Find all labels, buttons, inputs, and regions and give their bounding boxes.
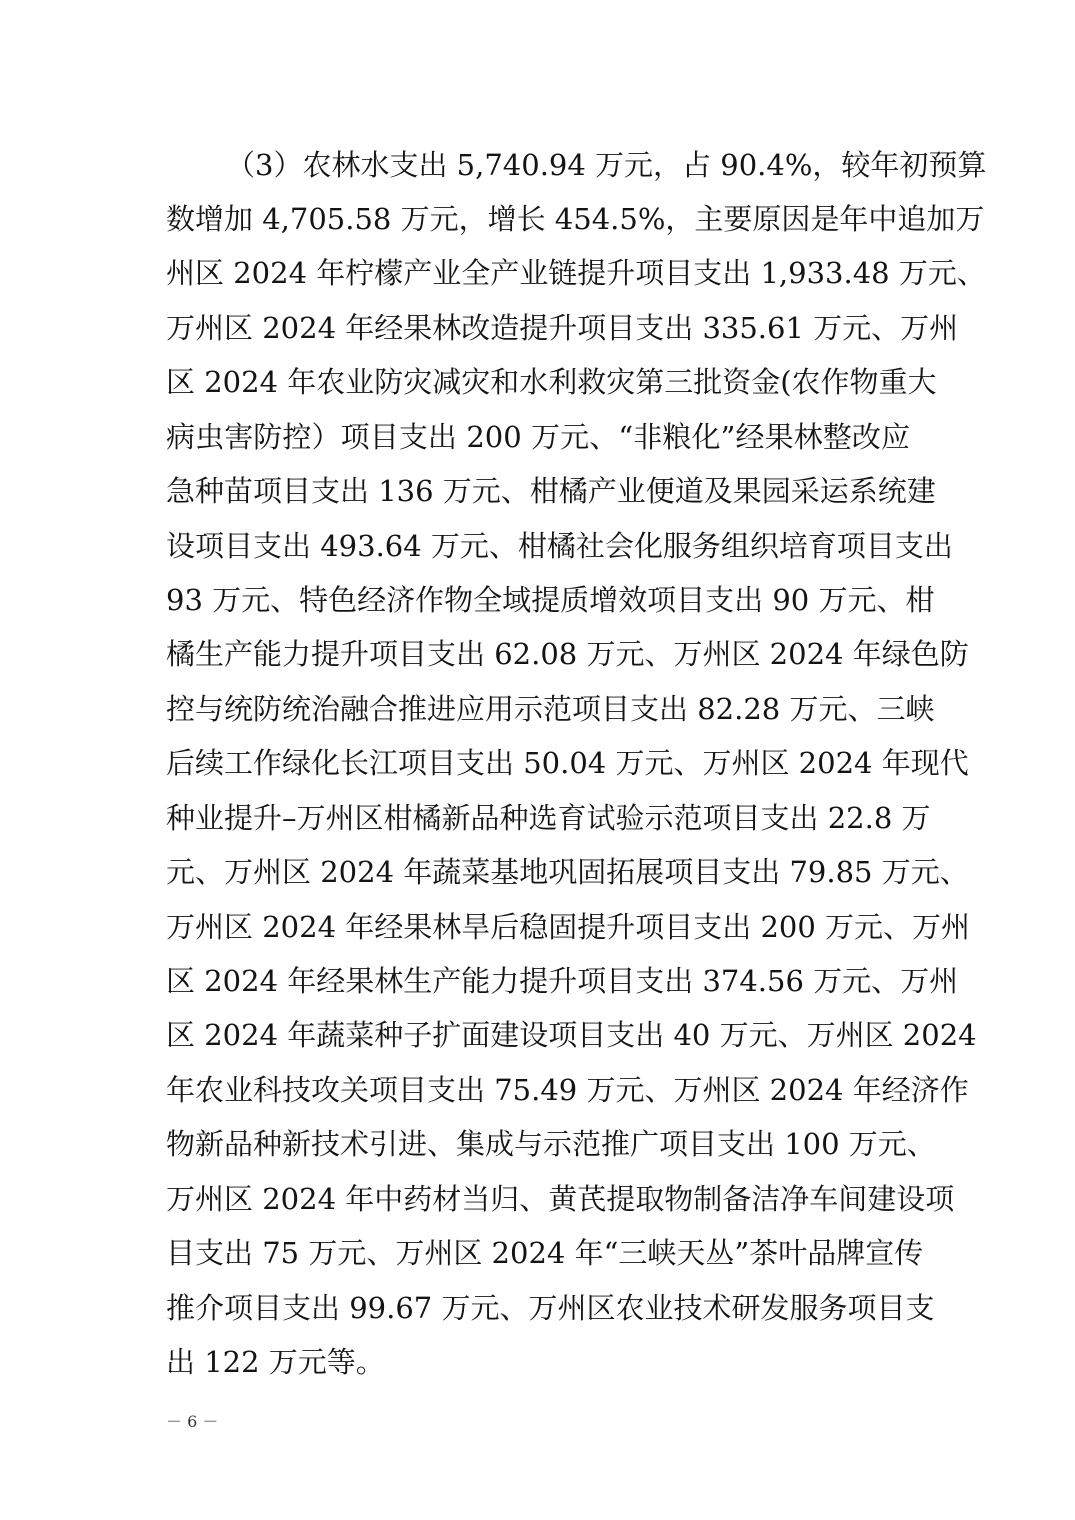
paragraph-line-8: 设项目支出 493.64 万元、柑橘社会化服务组织培育项目支出 xyxy=(166,529,953,563)
paragraph-line-19: 物新品种新技术引进、集成与示范推广项目支出 100 万元、 xyxy=(166,1127,936,1161)
paragraph-line-3: 州区 2024 年柠檬产业全产业链提升项目支出 1,933.48 万元、 xyxy=(166,256,986,290)
paragraph-line-18: 年农业科技攻关项目支出 75.49 万元、万州区 2024 年经济作 xyxy=(166,1073,969,1107)
page-number: － 6 － xyxy=(166,1412,219,1431)
paragraph-line-13: 种业提升–万州区柑橘新品种选育试验示范项目支出 22.8 万 xyxy=(166,801,931,835)
paragraph-line-4: 万州区 2024 年经果林改造提升项目支出 335.61 万元、万州 xyxy=(166,311,959,345)
paragraph-line-23: 出 122 万元等。 xyxy=(166,1345,385,1379)
paragraph-line-22: 推介项目支出 99.67 万元、万州区农业技术研发服务项目支 xyxy=(166,1291,935,1325)
paragraph-line-5: 区 2024 年农业防灾减灾和水利救灾第三批资金(农作物重大 xyxy=(166,365,937,399)
paragraph-line-7: 急种苗项目支出 136 万元、柑橘产业便道及果园采运系统建 xyxy=(166,474,936,508)
paragraph-line-12: 后续工作绿化长江项目支出 50.04 万元、万州区 2024 年现代 xyxy=(166,746,969,780)
paragraph-line-9: 93 万元、特色经济作物全域提质增效项目支出 90 万元、柑 xyxy=(166,583,935,617)
paragraph-line-15: 万州区 2024 年经果林旱后稳固提升项目支出 200 万元、万州 xyxy=(166,910,971,944)
paragraph-line-1: （3）农林水支出 5,740.94 万元，占 90.4%，较年初预算 xyxy=(226,148,987,182)
paragraph-line-11: 控与统防统治融合推进应用示范项目支出 82.28 万元、三峡 xyxy=(166,692,935,726)
paragraph-line-17: 区 2024 年蔬菜种子扩面建设项目支出 40 万元、万州区 2024 xyxy=(166,1018,977,1052)
paragraph-line-2: 数增加 4,705.58 万元，增长 454.5%，主要原因是年中追加万 xyxy=(166,202,985,236)
paragraph-line-20: 万州区 2024 年中药材当归、黄芪提取物制备洁净车间建设项 xyxy=(166,1182,955,1216)
paragraph-line-6: 病虫害防控）项目支出 200 万元、“非粮化”经果林整改应 xyxy=(166,420,910,454)
paragraph-line-10: 橘生产能力提升项目支出 62.08 万元、万州区 2024 年绿色防 xyxy=(166,637,969,671)
paragraph-line-16: 区 2024 年经果林生产能力提升项目支出 374.56 万元、万州 xyxy=(166,964,959,998)
paragraph-line-14: 元、万州区 2024 年蔬菜基地巩固拓展项目支出 79.85 万元、 xyxy=(166,855,969,889)
paragraph-line-21: 目支出 75 万元、万州区 2024 年“三峡天丛”茶叶品牌宣传 xyxy=(166,1236,924,1270)
